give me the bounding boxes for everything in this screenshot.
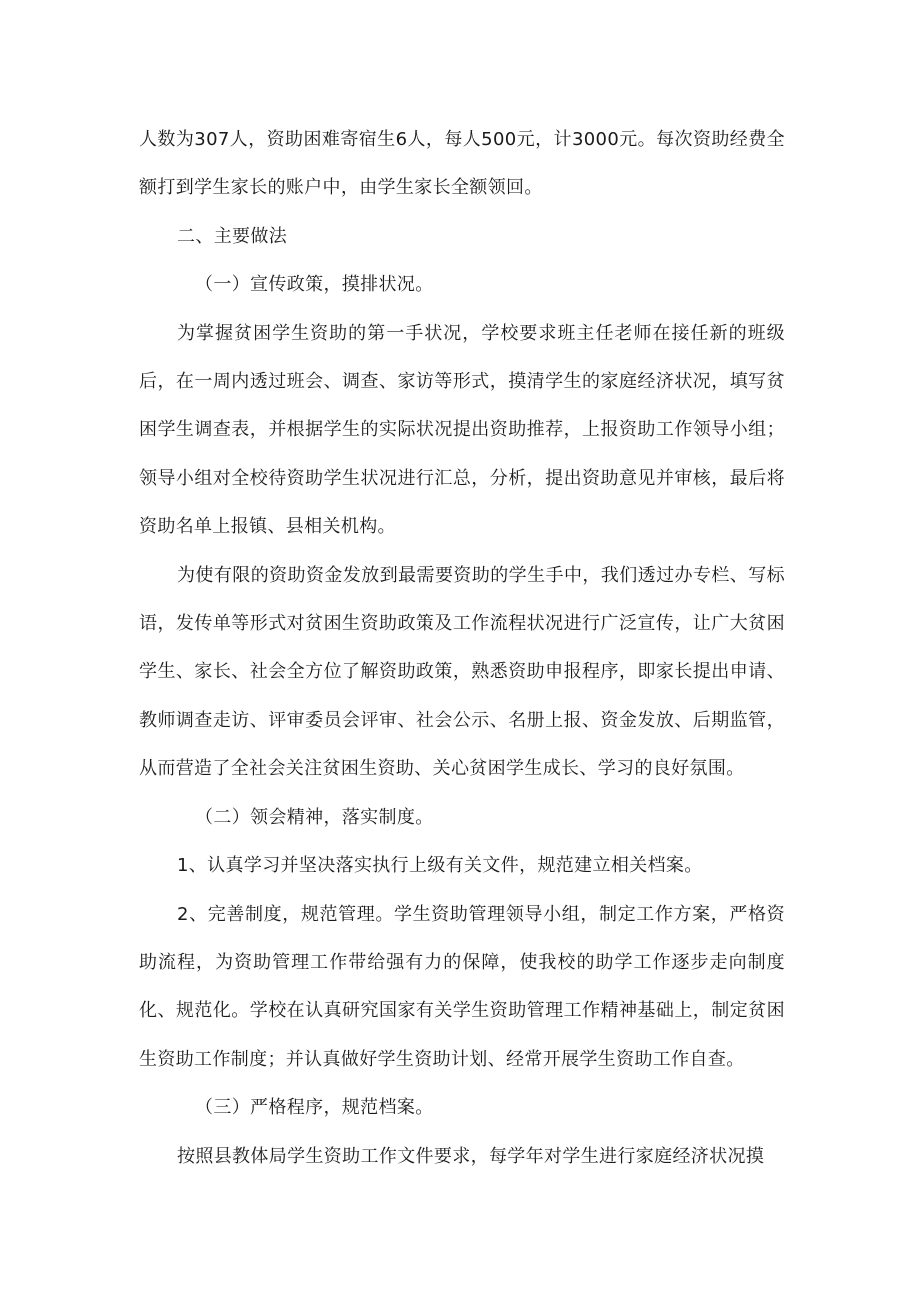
document-body bbox=[139, 116, 785, 1181]
subheading-policy-publicity: （一）宣传政策，摸排状况。 bbox=[195, 274, 434, 296]
paragraph-continuation: 人数为307人，资助困难寄宿生6人，每人500元，计3000元。每次资助经费全额打到学生家长的账户中，由学生家长全额领回。 bbox=[139, 129, 785, 199]
paragraph-publicity-methods: 为使有限的资助资金发放到最需要资助的学生手中，我们透过办专栏、写标语，发传单等形式对贫困生资助政策及工作流程状况进行广泛宣传，让广大贫困学生、家长、社会全方位了解资助政策，熟悉资助申报程序，即家长提出申请、教师调查走访、评审委员会评审、社会公示、名册上报、资金发放、后期监管，从而营造了全社会关注贫困生资助、关心贫困学生成长、学习的良好氛围。 bbox=[139, 564, 785, 780]
subheading-strict-procedure: （三）严格程序，规范档案。 bbox=[195, 1097, 434, 1119]
subheading-implement-system: （二）领会精神，落实制度。 bbox=[195, 806, 434, 828]
paragraph-item-1: 1、认真学习并坚决落实执行上级有关文件，规范建立相关档案。 bbox=[177, 855, 703, 877]
paragraph-survey-process: 为掌握贫困学生资助的第一手状况，学校要求班主任老师在接任新的班级后，在一周内透过班会、调查、家访等形式，摸清学生的家庭经济状况，填写贫困学生调查表，并根据学生的实际状况提出资助推荐，上报资助工作领导小组；领导小组对全校待资助学生状况进行汇总，分析，提出资助意见并审核，最后将资助名单上报镇、县相关机构。 bbox=[139, 322, 785, 538]
paragraph-procedure-start: 按照县教体局学生资助工作文件要求，每学年对学生进行家庭经济状况摸 bbox=[177, 1145, 765, 1167]
section-heading-main-practices: 二、主要做法 bbox=[177, 225, 288, 247]
paragraph-item-2: 2、完善制度，规范管理。学生资助管理领导小组，制定工作方案，严格资助流程，为资助管理工作带给强有力的保障，使我校的助学工作逐步走向制度化、规范化。学校在认真研究国家有关学生资助管理工作精神基础上，制定贫困生资助工作制度；并认真做好学生资助计划、经常开展学生资助工作自查。 bbox=[139, 903, 785, 1070]
